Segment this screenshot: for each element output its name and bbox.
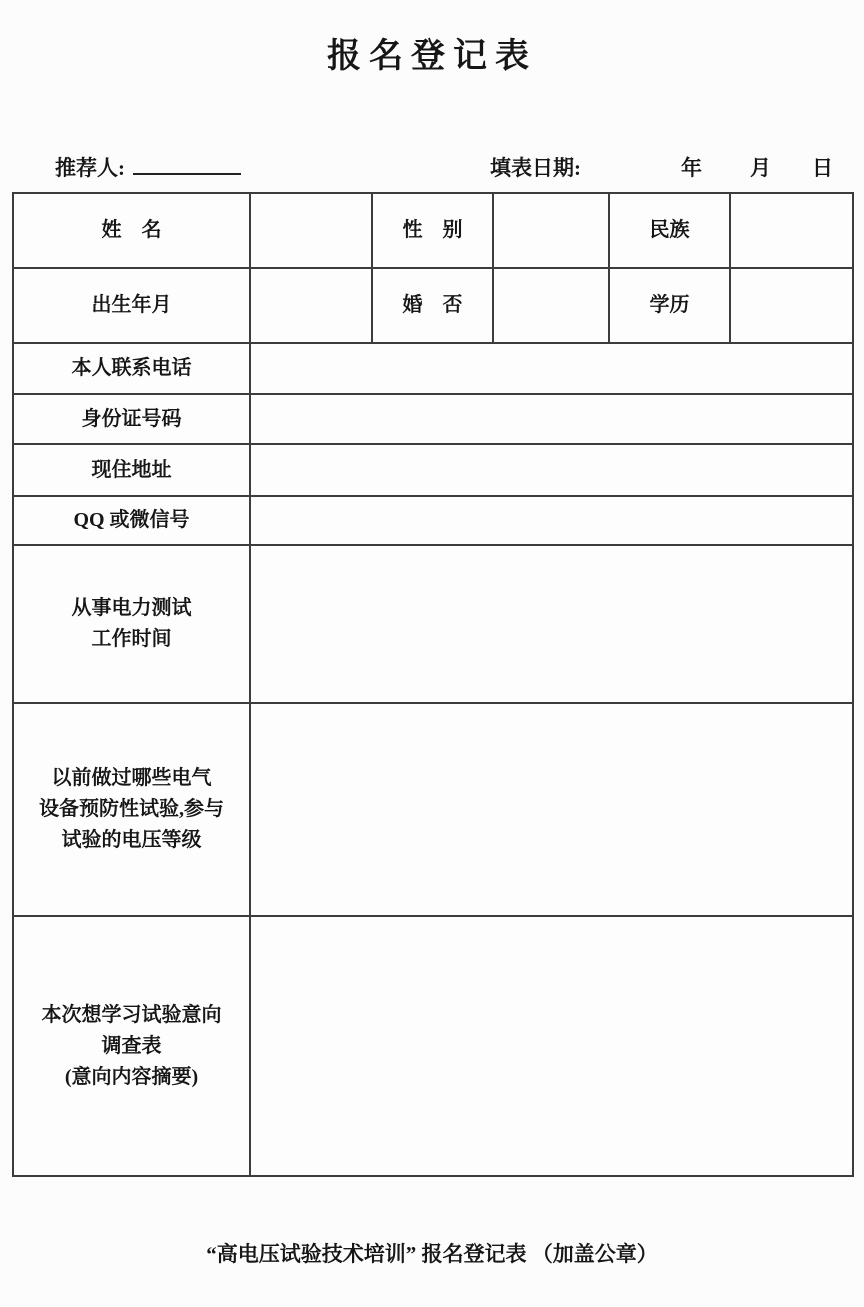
name-label-cell: 姓 名 — [13, 193, 250, 268]
ethnicity-label-cell: 民族 — [609, 193, 730, 268]
referrer-label: 推荐人: — [55, 156, 125, 180]
table-row — [13, 343, 853, 394]
table-row — [13, 703, 853, 916]
gender-value-cell — [493, 193, 609, 268]
label-line: 以前做过哪些电气 — [51, 767, 212, 789]
footer-caption: “高电压试验技术培训” 报名登记表 （加盖公章） — [206, 1242, 658, 1266]
id-number-label-cell: 身份证号码 — [13, 394, 250, 444]
table-row — [13, 193, 853, 268]
label-line: 本次想学习试验意向 — [41, 1003, 222, 1026]
qq-wechat-label-cell: QQ 或微信号 — [13, 496, 250, 545]
label-line: 从事电力测试 — [71, 597, 192, 619]
fill-date-label: 填表日期: — [490, 156, 581, 180]
marital-label-cell: 婚 否 — [372, 268, 493, 343]
education-value-cell — [730, 268, 853, 343]
table-row — [13, 394, 853, 444]
label-line: 调查表 — [101, 1034, 162, 1057]
phone-value-cell — [250, 343, 853, 394]
birthdate-value-cell — [250, 268, 372, 343]
table-row — [13, 545, 853, 703]
meta-row — [0, 152, 864, 188]
registration-table — [12, 192, 854, 1177]
label-line: 试验的电压等级 — [61, 829, 202, 851]
work-time-label-cell — [13, 545, 250, 703]
address-label-cell: 现住地址 — [13, 444, 250, 496]
intention-value-cell — [250, 916, 853, 1176]
table-row — [13, 268, 853, 343]
birthdate-label-cell: 出生年月 — [13, 268, 250, 343]
table-row — [13, 496, 853, 545]
referrer-field — [55, 152, 241, 182]
id-number-value-cell — [250, 394, 853, 444]
name-value-cell — [250, 193, 372, 268]
page-title: 报名登记表 — [327, 38, 537, 75]
year-label: 年 — [681, 156, 702, 180]
intention-label-cell — [13, 916, 250, 1176]
label-line: 工作时间 — [91, 628, 172, 650]
label-line: 设备预防性试验,参与 — [39, 798, 224, 820]
table-row — [13, 444, 853, 496]
phone-label-cell: 本人联系电话 — [13, 343, 250, 394]
ethnicity-value-cell — [730, 193, 853, 268]
table-row — [13, 916, 853, 1176]
label-line: (意向内容摘要) — [64, 1065, 199, 1088]
referrer-blank-underline — [133, 152, 241, 175]
day-label: 日 — [812, 156, 833, 180]
work-time-value-cell — [250, 545, 853, 703]
education-label-cell: 学历 — [609, 268, 730, 343]
qq-wechat-value-cell — [250, 496, 853, 545]
marital-value-cell — [493, 268, 609, 343]
address-value-cell — [250, 444, 853, 496]
gender-label-cell: 性 别 — [372, 193, 493, 268]
month-label: 月 — [750, 156, 771, 180]
experience-value-cell — [250, 703, 853, 916]
experience-label-cell — [13, 703, 250, 916]
